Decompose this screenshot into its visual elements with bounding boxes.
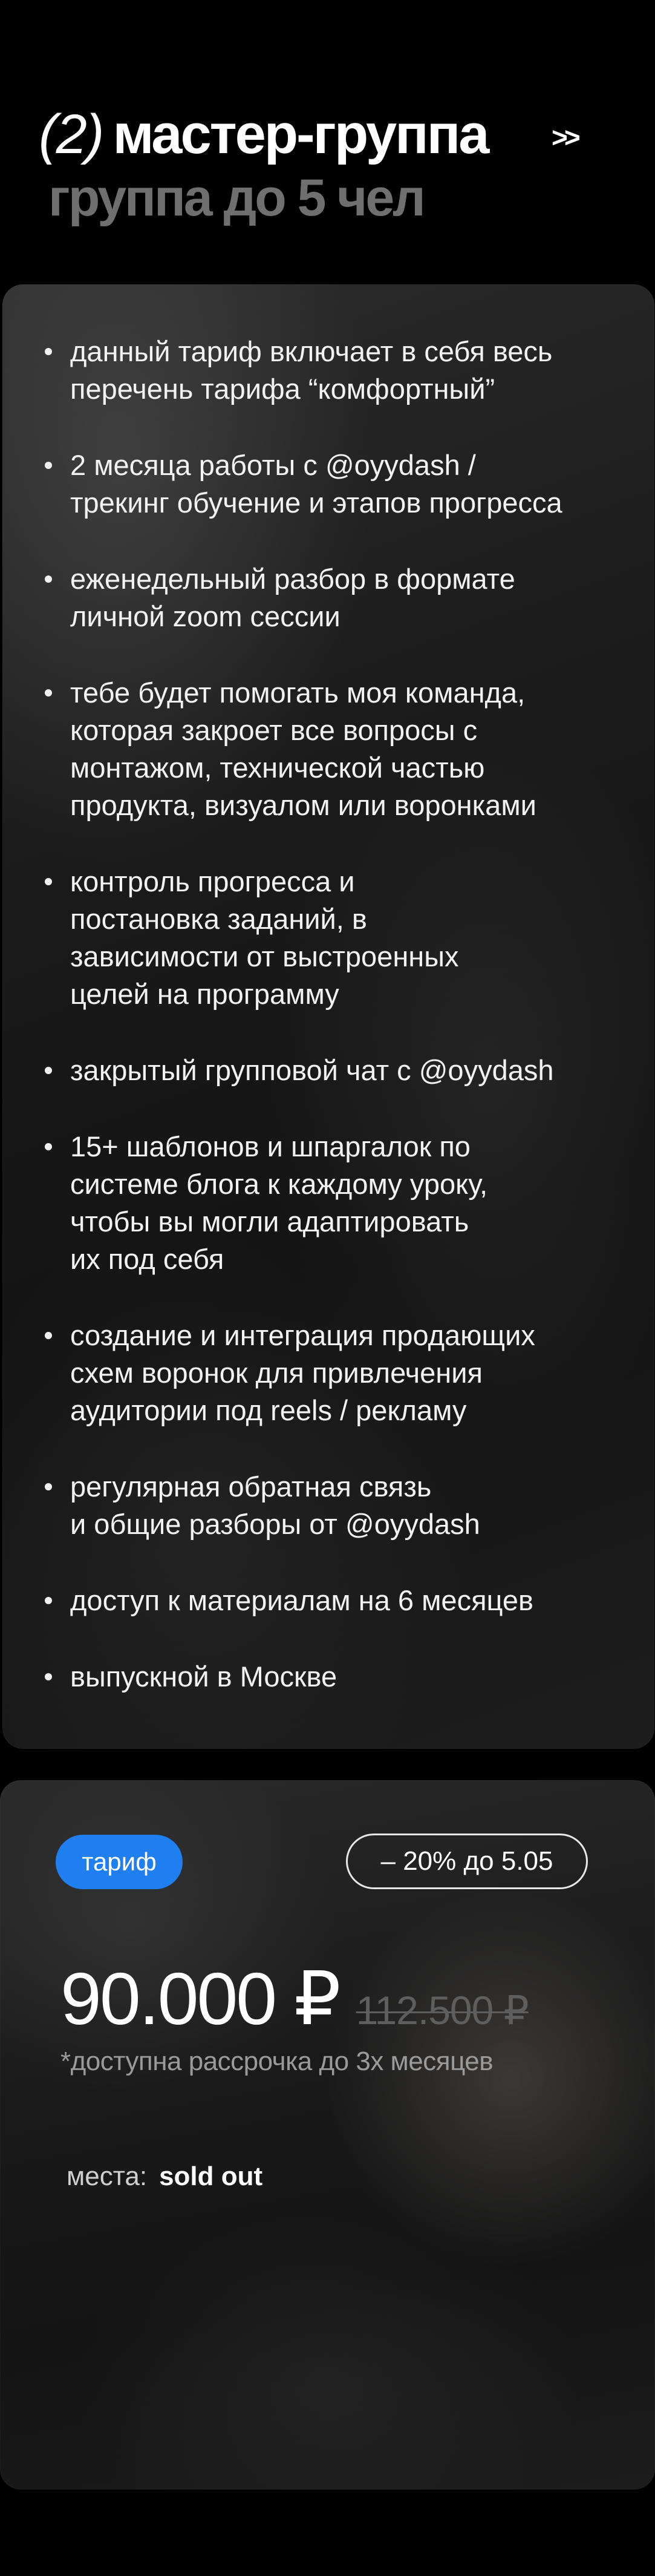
feature-item [45, 1128, 625, 1278]
feature-text: создание и интеграция продающих схем воронок для привлечения аудитории под reels / рекламу [70, 1319, 535, 1426]
feature-text: тебе будет помогать моя команда, которая закроет все вопросы с монтажом, технической частью продукта, визуалом или воронками [70, 677, 536, 821]
feature-item [45, 333, 625, 408]
tier-subtitle: группа до 5 чел [48, 169, 424, 227]
bullet-icon [45, 462, 52, 469]
header [0, 0, 655, 284]
feature-item [45, 1052, 625, 1089]
bullet-icon [45, 689, 52, 696]
bullet-icon [45, 1673, 52, 1680]
bullet-icon [45, 1483, 52, 1490]
feature-text: регулярная обратная связь и общие разборы от @oyydash [70, 1470, 480, 1540]
seats-label: места: [67, 2161, 148, 2191]
tier-number: (2) [39, 103, 103, 165]
bullet-icon [45, 1332, 52, 1339]
tariff-badge[interactable]: тариф [56, 1835, 183, 1889]
page-title [39, 103, 487, 169]
feature-item [45, 560, 625, 635]
discount-badge: – 20% до 5.05 [346, 1834, 588, 1889]
bullet-icon [45, 878, 52, 885]
bullet-icon [45, 1143, 52, 1150]
feature-text: закрытый групповой чат с @oyydash [70, 1054, 554, 1086]
current-price: 90.000 ₽ [60, 1958, 339, 2040]
bullet-icon [45, 1067, 52, 1074]
feature-item [45, 1582, 625, 1619]
feature-text: контроль прогресса и постановка заданий, в зависимости от выстроенных целей на программу [70, 865, 459, 1010]
feature-item [45, 1468, 625, 1543]
next-arrows-icon[interactable]: >> [552, 122, 577, 153]
seats-value: sold out [159, 2161, 263, 2191]
price-card [0, 1780, 655, 2489]
features-list [45, 333, 625, 1734]
feature-text: доступ к материалам на 6 месяцев [70, 1584, 534, 1616]
feature-item [45, 1658, 625, 1696]
feature-text: данный тариф включает в себя весь перечень тарифа “комфортный” [70, 335, 553, 405]
feature-text: еженедельный разбор в формате личной zoom сессии [70, 563, 515, 632]
feature-item [45, 447, 625, 522]
features-card [2, 284, 654, 1749]
old-price: 112.500 ₽ [356, 1988, 529, 2033]
installment-note: *доступна рассрочка до 3х месяцев [60, 2047, 494, 2076]
feature-item [45, 674, 625, 824]
bullet-icon [45, 348, 52, 355]
seats-status [67, 2161, 262, 2192]
price-row [60, 1956, 529, 2042]
tier-title: мастер-группа [112, 103, 488, 165]
feature-text: выпускной в Москве [70, 1660, 337, 1693]
bullet-icon [45, 575, 52, 583]
feature-item [45, 863, 625, 1013]
feature-item [45, 1317, 625, 1429]
bullet-icon [45, 1597, 52, 1604]
feature-text: 15+ шаблонов и шпаргалок по системе блога к каждому уроку, чтобы вы могли адаптировать их под себя [70, 1130, 488, 1275]
feature-text: 2 месяца работы с @oyydash / трекинг обучение и этапов прогресса [70, 449, 562, 519]
